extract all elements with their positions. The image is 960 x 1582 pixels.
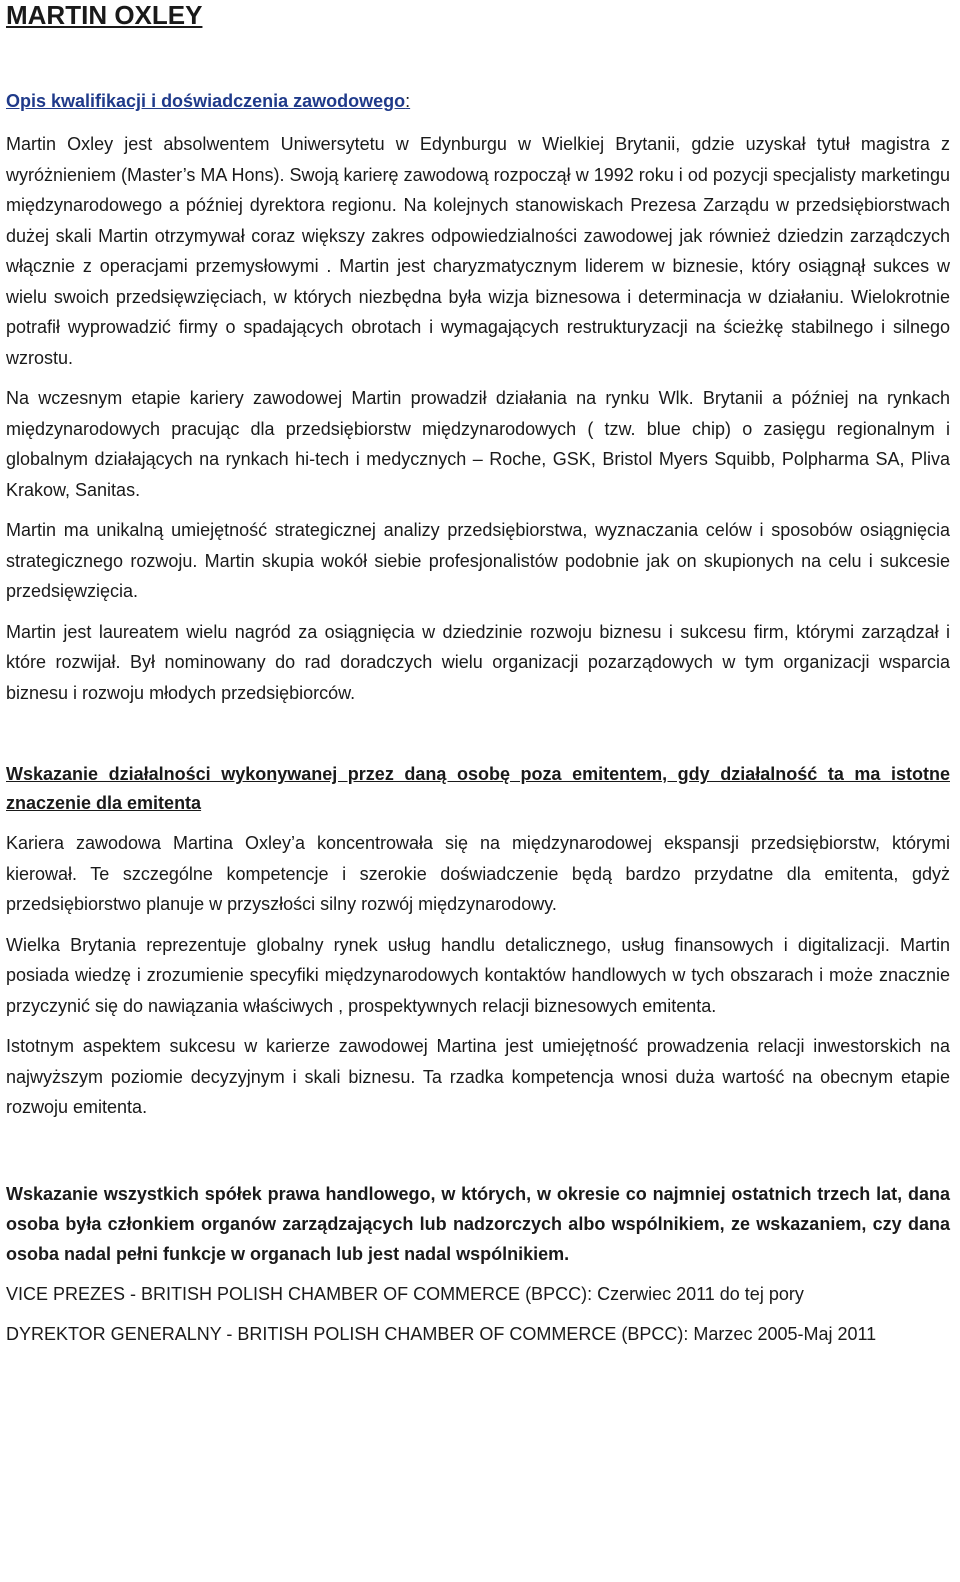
paragraph-international-expansion: Kariera zawodowa Martina Oxley’a koncentrowała się na międzynarodowej ekspansji przedsiębiorstw, którymi kierował. Te szczególne kompetencje i szerokie doświadczenie będą bardzo przydatne dla emitenta, gdyż przedsiębiorstwo planuje w przyszłości silny rozwój międzynarodowy. [6,833,950,914]
activity-heading: Wskazanie działalności wykonywanej przez daną osobę poza emitentem, gdy działalność ta ma istotne znaczenie dla emitenta [6,764,950,813]
paragraph-investor-relations: Istotnym aspektem sukcesu w karierze zawodowej Martina jest umiejętność prowadzenia relacji inwestorskich na najwyższym poziomie decyzyjnym i skali biznesu. Ta rzadka kompetencja wnosi duża wartość na obecnym etapie rozwoju emitenta. [6,1036,950,1117]
qualifications-heading-text: Opis kwalifikacji i doświadczenia zawodowego [6,91,406,111]
position-vice-president: VICE PREZES - BRITISH POLISH CHAMBER OF COMMERCE (BPCC): Czerwiec 2011 do tej pory [6,1283,804,1304]
position-general-director: DYREKTOR GENERALNY - BRITISH POLISH CHAMBER OF COMMERCE (BPCC): Marzec 2005-Maj 2011 [6,1323,877,1344]
companies-heading: Wskazanie wszystkich spółek prawa handlowego, w których, w okresie co najmniej ostatnich trzech lat, dana osoba była członkiem organów zarządzających lub nadzorczych albo wspólnikiem, ze wskazaniem, czy dana osoba nadal pełni funkcje w organach lub jest nadal wspólnikiem. [6,1183,950,1264]
paragraph-early-career: Na wczesnym etapie kariery zawodowej Martin prowadził działania na rynku Wlk. Brytanii a później na rynkach międzynarodowych pracując dla przedsiębiorstw międzynarodowych ( tzw. blue chip) o zasięgu regionalnym i globalnym działających na rynkach hi-tech i medycznych – Roche, GSK, Bristol Myers Squibb, Polpharma SA, Pliva Krakow, Sanitas. [6,388,950,500]
qualifications-heading [6,87,950,115]
qualifications-heading-colon: : [405,91,411,111]
paragraph-great-britain-market: Wielka Brytania reprezentuje globalny rynek usług handlu detalicznego, usług finansowych i digitalizacji. Martin posiada wiedzę i zrozumienie specyfiki międzynarodowych kontaktów handlowych w tych obszarach i może znacznie przyczynić się do nawiązania właściwych , prospektywnych relacji biznesowych emitenta. [6,934,950,1016]
paragraph-strategic-skills: Martin ma unikalną umiejętność strategicznej analizy przedsiębiorstwa, wyznaczania celów i sposobów osiągnięcia strategicznego rozwoju. Martin skupia wokół siebie profesjonalistów podobnie jak on skupionych na celu i sukcesie przedsięwzięcia. [6,520,950,601]
paragraph-awards: Martin jest laureatem wielu nagród za osiągnięcia w dziedzinie rozwoju biznesu i sukcesu firm, którymi zarządzał i które rozwijał. Był nominowany do rad doradczych wielu organizacji pozarządowych w tym organizacji wsparcia biznesu i rozwoju młodych przedsiębiorców. [6,621,950,703]
paragraph-education-career: Martin Oxley jest absolwentem Uniwersytetu w Edynburgu w Wielkiej Brytanii, gdzie uzyskał tytuł magistra z wyróżnieniem (Master’s MA Hons). Swoją karierę zawodową rozpoczął w 1992 roku i od pozycji specjalisty marketingu międzynarodowego a później dyrektora regionu. Na kolejnych stanowiskach Prezesa Zarządu w przedsiębiorstwach dużej skali Martin otrzymywał coraz większy zakres odpowiedzialności zawodowej jak również dziedzin zarządczych włącznie z operacjami przemysłowymi . Martin jest charyzmatycznym liderem w biznesie, który osiągnął sukces w wielu swoich przedsięwzięciach, w których niezbędna była wizja biznesowa i determinacja w działaniu. Wielokrotnie potrafił wyprowadzić firmy o spadających obrotach i wymagających restrukturyzacji na ścieżkę stabilnego i silnego wzrostu. [6,134,950,368]
document-title: MARTIN OXLEY [6,0,203,30]
